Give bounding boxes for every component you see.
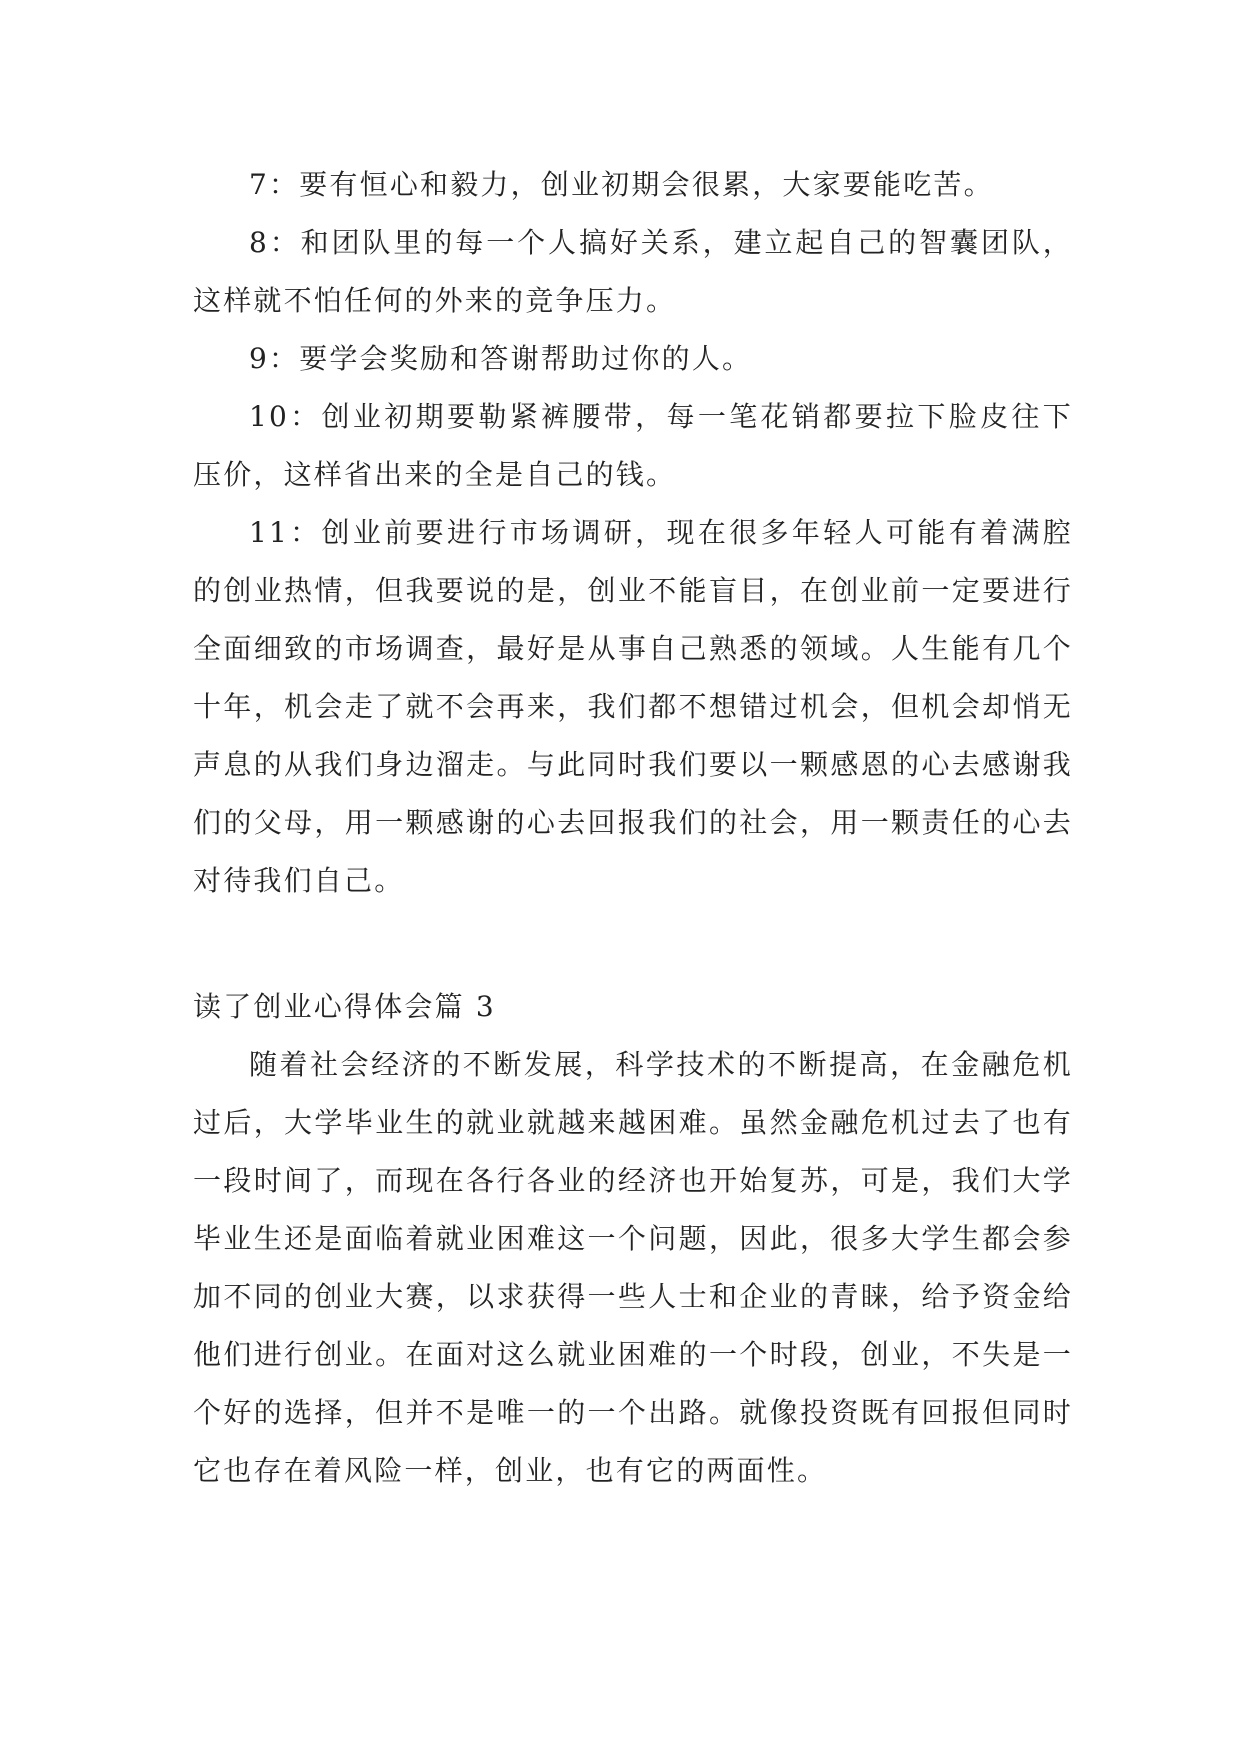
section-heading: 读了创业心得体会篇 3 bbox=[193, 990, 496, 1023]
paragraph-tip-11: 11：创业前要进行市场调研，现在很多年轻人可能有着满腔的创业热情，但我要说的是，创业不能盲目，在创业前一定要进行全面细致的市场调查，最好是从事自己熟悉的领域。人生能有几个十年，机会走了就不会再来，我们都不想错过机会，但机会却悄无声息的从我们身边溜走。与此同时我们要以一颗感恩的心去感谢我们的父母，用一颗感谢的心去回报我们的社会，用一颗责任的心去对待我们自己。 bbox=[193, 516, 1073, 897]
paragraph-tip-10: 10：创业初期要勒紧裤腰带，每一笔花销都要拉下脸皮往下压价，这样省出来的全是自己的钱。 bbox=[193, 400, 1073, 491]
paragraph-tip-9: 9：要学会奖励和答谢帮助过你的人。 bbox=[249, 342, 753, 375]
paragraph-section-3-body: 随着社会经济的不断发展，科学技术的不断提高，在金融危机过后，大学毕业生的就业就越来越困难。虽然金融危机过去了也有一段时间了，而现在各行各业的经济也开始复苏，可是，我们大学毕业生还是面临着就业困难这一个问题，因此，很多大学生都会参加不同的创业大赛，以求获得一些人士和企业的青睐，给予资金给他们进行创业。在面对这么就业困难的一个时段，创业，不失是一个好的选择，但并不是唯一的一个出路。就像投资既有回报但同时它也存在着风险一样，创业，也有它的两面性。 bbox=[193, 1048, 1073, 1487]
paragraph-tip-8: 8：和团队里的每一个人搞好关系，建立起自己的智囊团队，这样就不怕任何的外来的竞争压力。 bbox=[193, 226, 1073, 317]
section-spacer bbox=[193, 910, 1073, 978]
document-body bbox=[193, 156, 1073, 1500]
paragraph-tip-7: 7：要有恒心和毅力，创业初期会很累，大家要能吃苦。 bbox=[249, 168, 994, 201]
